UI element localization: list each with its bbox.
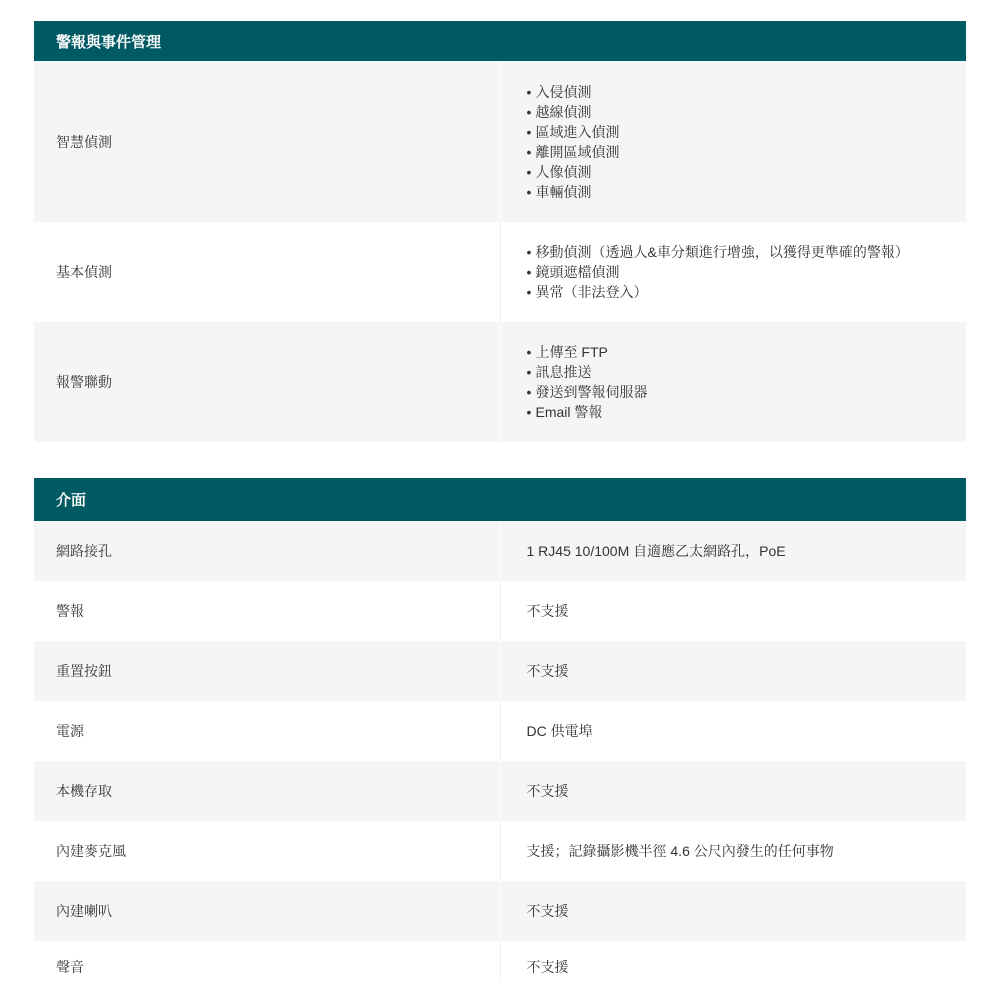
alarm-event-section bbox=[34, 21, 966, 442]
section-title: 警報與事件管理 bbox=[34, 21, 966, 61]
table-row bbox=[34, 881, 966, 941]
list-item: • Email 警報 bbox=[527, 402, 967, 422]
row-label: 網路接孔 bbox=[34, 521, 500, 581]
interface-table bbox=[34, 478, 966, 981]
row-value: 不支援 bbox=[500, 881, 966, 941]
row-value: 不支援 bbox=[500, 641, 966, 701]
row-label: 報警聯動 bbox=[34, 322, 500, 442]
table-row bbox=[34, 581, 966, 641]
row-value bbox=[500, 61, 966, 222]
row-label: 基本偵測 bbox=[34, 222, 500, 322]
row-value: 1 RJ45 10/100M 自適應乙太網路孔，PoE bbox=[500, 521, 966, 581]
list-item: • 異常（非法登入） bbox=[527, 282, 967, 302]
row-label: 本機存取 bbox=[34, 761, 500, 821]
table-row bbox=[34, 761, 966, 821]
list-item: • 發送到警報伺服器 bbox=[527, 382, 967, 402]
list-item: • 訊息推送 bbox=[527, 362, 967, 382]
detection-list bbox=[527, 82, 967, 202]
table-row bbox=[34, 641, 966, 701]
alarm-event-table bbox=[34, 21, 966, 442]
list-item: • 上傳至 FTP bbox=[527, 342, 967, 362]
list-item: • 區域進入偵測 bbox=[527, 122, 967, 142]
row-label: 警報 bbox=[34, 581, 500, 641]
detection-list bbox=[527, 242, 967, 302]
table-row bbox=[34, 941, 966, 981]
action-list bbox=[527, 342, 967, 422]
row-label: 電源 bbox=[34, 701, 500, 761]
row-value: 不支援 bbox=[500, 941, 966, 981]
table-row bbox=[34, 521, 966, 581]
section-title: 介面 bbox=[34, 478, 966, 521]
table-row bbox=[34, 222, 966, 322]
list-item: • 車輛偵測 bbox=[527, 182, 967, 202]
row-label: 聲音 bbox=[34, 941, 500, 981]
row-label: 內建喇叭 bbox=[34, 881, 500, 941]
row-value bbox=[500, 322, 966, 442]
row-label: 內建麥克風 bbox=[34, 821, 500, 881]
row-label: 智慧偵測 bbox=[34, 61, 500, 222]
list-item: • 入侵偵測 bbox=[527, 82, 967, 102]
row-value bbox=[500, 222, 966, 322]
table-row bbox=[34, 701, 966, 761]
row-value: 支援；記錄攝影機半徑 4.6 公尺內發生的任何事物 bbox=[500, 821, 966, 881]
list-item: • 移動偵測（透過人&車分類進行增強，以獲得更準確的警報） bbox=[527, 242, 967, 262]
row-label: 重置按鈕 bbox=[34, 641, 500, 701]
row-value: 不支援 bbox=[500, 581, 966, 641]
interface-section bbox=[34, 478, 966, 981]
table-row bbox=[34, 61, 966, 222]
table-row bbox=[34, 821, 966, 881]
list-item: • 離開區域偵測 bbox=[527, 142, 967, 162]
list-item: • 人像偵測 bbox=[527, 162, 967, 182]
list-item: • 越線偵測 bbox=[527, 102, 967, 122]
list-item: • 鏡頭遮檔偵測 bbox=[527, 262, 967, 282]
row-value: DC 供電埠 bbox=[500, 701, 966, 761]
table-row bbox=[34, 322, 966, 442]
row-value: 不支援 bbox=[500, 761, 966, 821]
